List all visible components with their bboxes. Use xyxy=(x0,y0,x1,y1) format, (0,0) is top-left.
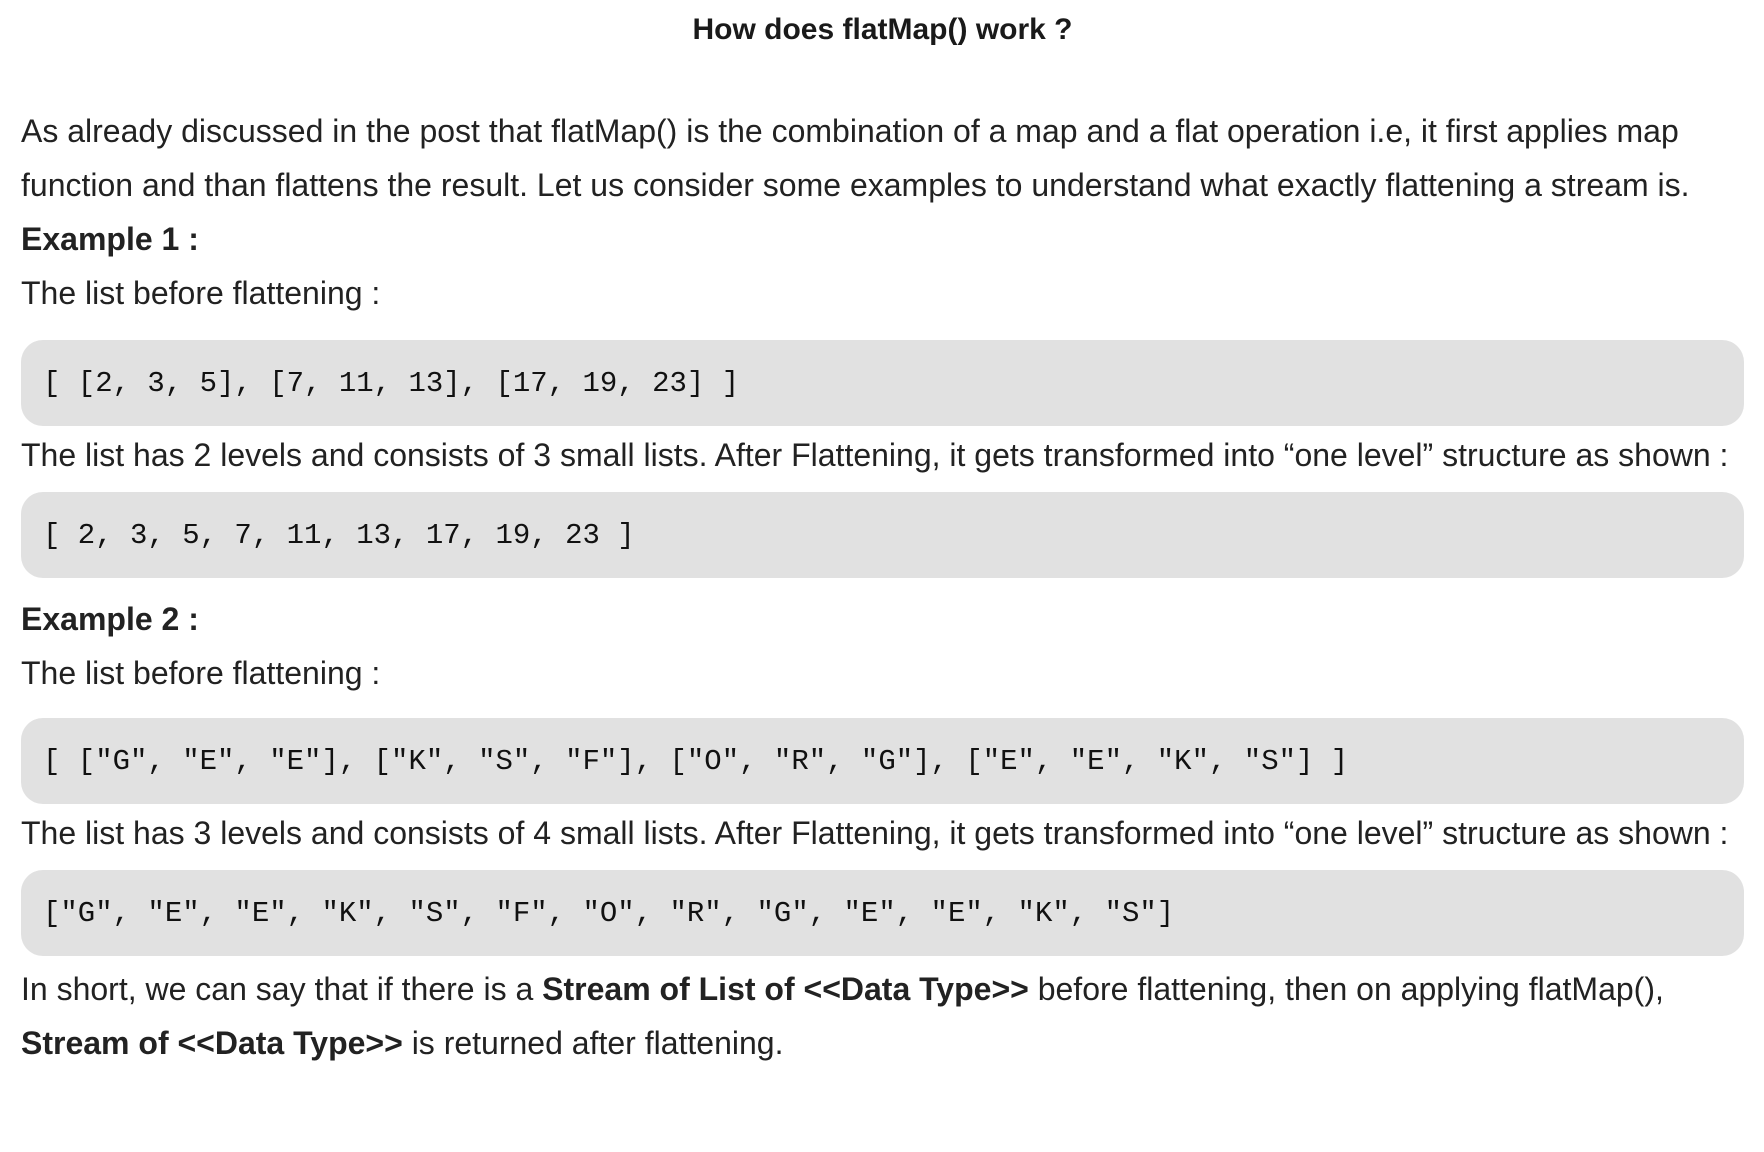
example-2-before-code: [ ["G", "E", "E"], ["K", "S", "F"], ["O", "R", "G"], ["E", "E", "K", "S"] ] xyxy=(21,718,1744,804)
example-2-after-code: ["G", "E", "E", "K", "S", "F", "O", "R", "G", "E", "E", "K", "S"] xyxy=(21,870,1744,956)
page-title: How does flatMap() work ? xyxy=(692,13,1073,46)
example-1-before-label: The list before flattening : xyxy=(21,275,381,311)
summary-bold-2: Stream of <<Data Type>> xyxy=(21,1025,403,1061)
example-2-before-label: The list before flattening : xyxy=(21,655,381,691)
example-1-heading: Example 1 : xyxy=(21,221,199,257)
summary-text-3: is returned after flattening. xyxy=(402,1025,784,1061)
example-1-after-code: [ 2, 3, 5, 7, 11, 13, 17, 19, 23 ] xyxy=(21,492,1744,578)
example-1-description: The list has 2 levels and consists of 3 small lists. After Flattening, it gets transformed into “one level” structure as shown : xyxy=(21,437,1729,473)
intro-paragraph: As already discussed in the post that flatMap() is the combination of a map and a flat operation i.e, it first applies map function and than flattens the result. Let us consider some examples to understand what exactly flattening a stream is. xyxy=(21,113,1690,203)
example-2-description: The list has 3 levels and consists of 4 small lists. After Flattening, it gets transformed into “one level” structure as shown : xyxy=(21,815,1729,851)
summary-paragraph xyxy=(21,962,1744,1070)
example-1-before-code: [ [2, 3, 5], [7, 11, 13], [17, 19, 23] ] xyxy=(21,340,1744,426)
summary-bold-1: Stream of List of <<Data Type>> xyxy=(542,971,1029,1007)
summary-text-2: before flattening, then on applying flatMap(), xyxy=(1028,971,1664,1007)
summary-text-1: In short, we can say that if there is a xyxy=(21,971,543,1007)
example-2-heading: Example 2 : xyxy=(21,601,199,637)
